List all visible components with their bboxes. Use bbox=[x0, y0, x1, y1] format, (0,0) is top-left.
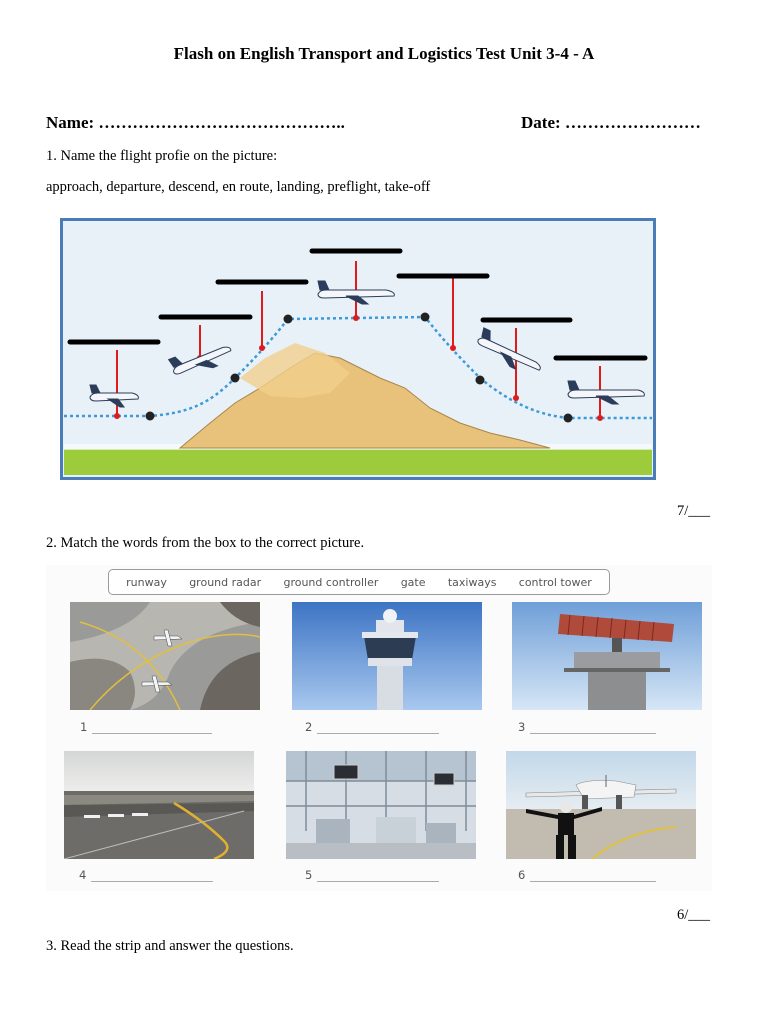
question-2-score: 6/___ bbox=[677, 907, 711, 923]
item-number-4: 4 bbox=[79, 868, 87, 882]
answer-blank-5[interactable] bbox=[317, 881, 439, 882]
name-field[interactable]: Name: …………………………………….. bbox=[46, 113, 345, 132]
control-tower-photo bbox=[292, 602, 482, 710]
stage-dot bbox=[146, 412, 155, 421]
question-1-prompt: 1. Name the flight profie on the picture: bbox=[46, 148, 278, 164]
answer-blank-2[interactable] bbox=[317, 733, 439, 734]
question-1-options: approach, departure, descend, en route, landing, preflight, take-off bbox=[46, 179, 431, 195]
item-number-1: 1 bbox=[80, 720, 88, 734]
page-title: Flash on English Transport and Logistics Test Unit 3-4 - A bbox=[173, 44, 595, 63]
item-number-5: 5 bbox=[305, 868, 313, 882]
question-2-prompt: 2. Match the words from the box to the correct picture. bbox=[46, 535, 365, 551]
flight-profile-diagram bbox=[60, 218, 656, 480]
word-ground-controller: ground controller bbox=[283, 575, 379, 589]
item-number-2: 2 bbox=[305, 720, 313, 734]
answer-blank-6[interactable] bbox=[530, 881, 656, 882]
stage-dot bbox=[231, 374, 240, 383]
item-number-3: 3 bbox=[518, 720, 526, 734]
gate-photo bbox=[286, 751, 476, 859]
ground-strip bbox=[64, 449, 652, 475]
answer-blank-1[interactable] bbox=[92, 733, 212, 734]
word-ground-radar: ground radar bbox=[189, 575, 262, 589]
runway-photo bbox=[64, 751, 254, 859]
answer-blank-4[interactable] bbox=[91, 881, 213, 882]
word-gate: gate bbox=[400, 575, 426, 589]
date-field[interactable]: Date: …………………… bbox=[521, 113, 701, 132]
ground-radar-photo bbox=[512, 602, 702, 710]
question-3-prompt: 3. Read the strip and answer the questions. bbox=[46, 938, 294, 954]
word-control-tower: control tower bbox=[518, 575, 592, 589]
taxiways-aerial-photo bbox=[70, 602, 260, 710]
word-taxiways: taxiways bbox=[447, 575, 497, 589]
answer-blank-3[interactable] bbox=[530, 733, 656, 734]
item-number-6: 6 bbox=[518, 868, 526, 882]
stage-dot bbox=[476, 376, 485, 385]
question-1-score: 7/___ bbox=[677, 503, 711, 519]
stage-dot bbox=[284, 315, 293, 324]
word-box bbox=[108, 569, 610, 595]
word-runway: runway bbox=[126, 575, 167, 589]
ground-controller-photo bbox=[506, 751, 696, 859]
stage-dot bbox=[564, 414, 573, 423]
stage-dot bbox=[421, 313, 430, 322]
